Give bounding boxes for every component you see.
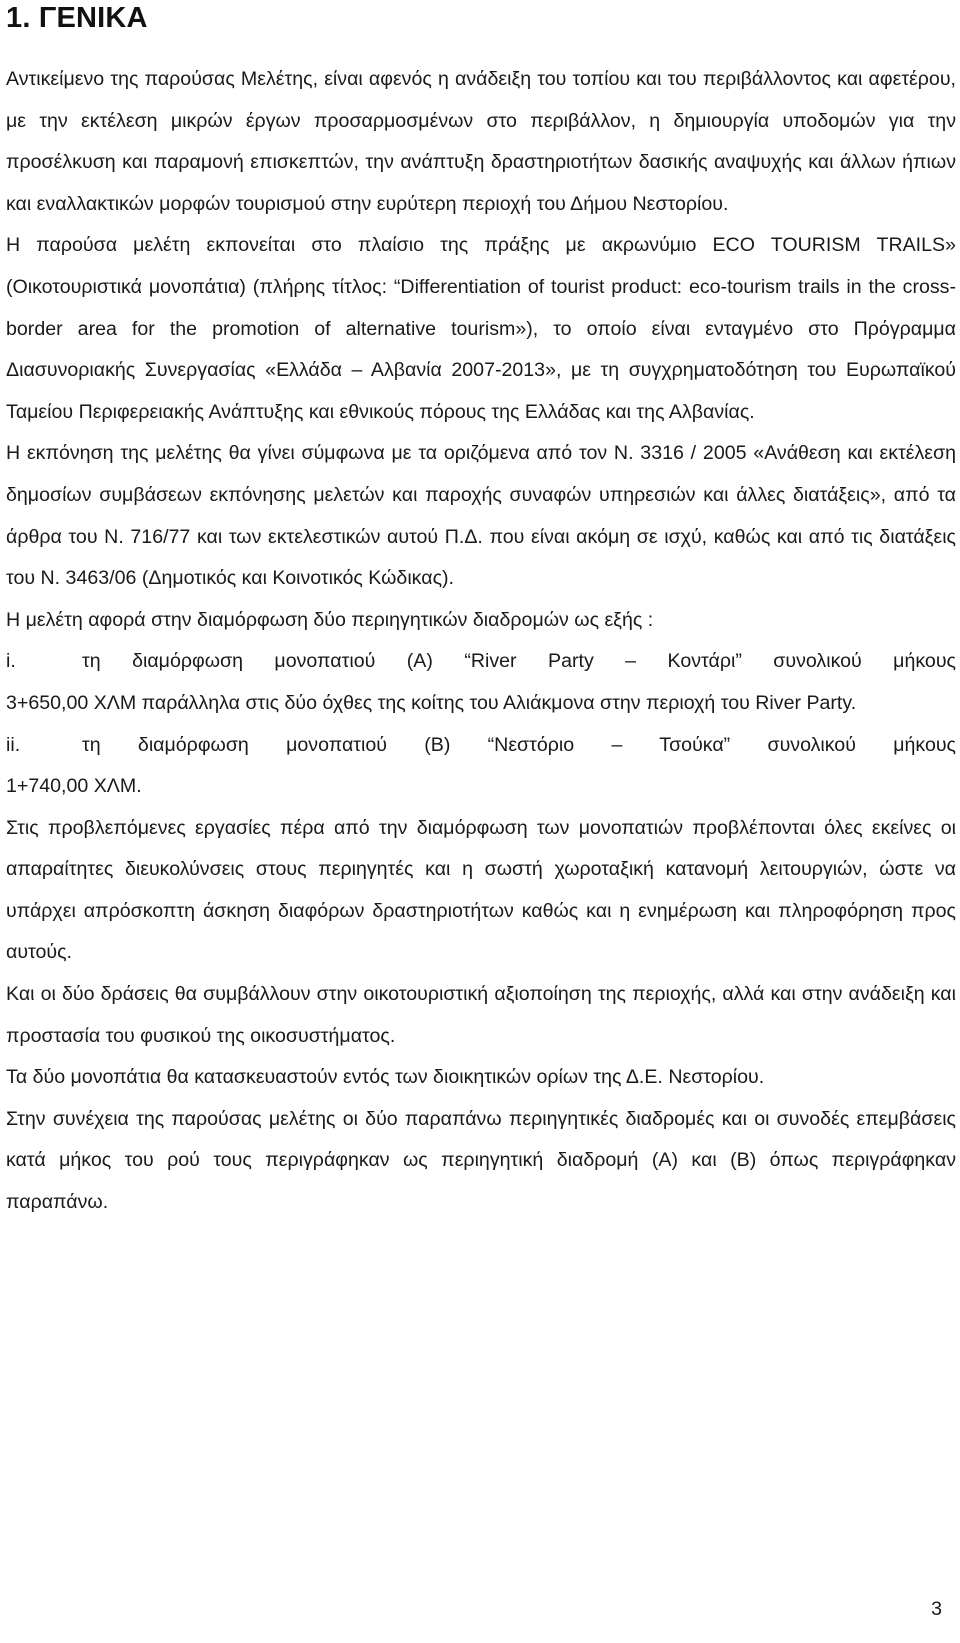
paragraph-routes-intro: Η μελέτη αφορά στην διαμόρφωση δύο περιηγητικών διαδρομών ως εξής : bbox=[6, 608, 654, 631]
paragraph-legal-framework: Η εκπόνηση της μελέτης θα γίνει σύμφωνα με τα οριζόμενα από τον Ν. 3316 / 2005 «Ανάθεση και εκτέλεση δημοσίων συμβάσεων εκπόνησης μελετών και παροχής συναφών υπηρεσιών και άλλες διατάξεις», από τα άρθρα του Ν. 716/77 και των εκτελεστικών αυτού Π.Δ. που είναι ακόμη σε ισχύ, καθώς και από τις διατάξεις του Ν. 3463/06 (Δημοτικός και Κοινοτικός Κώδικας). bbox=[6, 442, 956, 590]
list-marker: i. bbox=[6, 650, 16, 673]
section-heading: 1. ΓΕΝΙΚΑ bbox=[6, 2, 148, 34]
list-marker: ii. bbox=[6, 733, 21, 756]
list-item-continuation: 3+650,00 ΧΛΜ παράλληλα στις δύο όχθες της κοίτης του Αλιάκμονα στην περιοχή του River Party. bbox=[6, 691, 857, 714]
document-page bbox=[6, 0, 956, 1224]
list-item bbox=[6, 725, 956, 808]
paragraph-project-context: Η παρούσα μελέτη εκπονείται στο πλαίσιο της πράξης με ακρωνύμιο ECO TOURISM TRAILS» (Οικοτουριστικά μονοπάτια) (πλήρης τίτλος: “Differentiation of tourist product: eco-tourism trails in the cross-border area for the promotion of alternative tourism»), το οποίο είναι ενταγμένο στο Πρόγραμμα Διασυνοριακής Συνεργασίας «Ελλάδα – Αλβανία 2007-2013», με τη συγχρηματοδότηση του Ευρωπαϊκού Ταμείου Περιφερειακής Ανάπτυξης και εθνικούς πόρους της Ελλάδας και της Αλβανίας. bbox=[6, 234, 956, 423]
paragraph-objective: Αντικείμενο της παρούσας Μελέτης, είναι αφενός η ανάδειξη του τοπίου και του περιβάλλοντος και αφετέρου, με την εκτέλεση μικρών έργων προσαρμοσμένων στο περιβάλλον, η δημιουργία υποδομών για την προσέλκυση και παραμονή επισκεπτών, την ανάπτυξη δραστηριοτήτων δασικής αναψυχής και άλλων ήπιων και εναλλακτικών μορφών τουρισμού στην ευρύτερη περιοχή του Δήμου Νεστορίου. bbox=[6, 68, 956, 215]
page-number: 3 bbox=[931, 1598, 942, 1620]
paragraph-following-sections: Στην συνέχεια της παρούσας μελέτης οι δύο παραπάνω περιηγητικές διαδρομές και οι συνοδές επεμβάσεις κατά μήκος του ρού τους περιγράφηκαν ως περιηγητική διαδρομή (Α) και (Β) όπως περιγράφηκαν παραπάνω. bbox=[6, 1107, 956, 1214]
paragraph-planned-works: Στις προβλεπόμενες εργασίες πέρα από την διαμόρφωση των μονοπατιών προβλέπονται όλες εκείνες οι απαραίτητες διευκολύνσεις στους περιηγητές και η σωστή χωροταξική κατανομή λειτουργιών, ώστε να υπάρχει απρόσκοπτη άσκηση διαφόρων δραστηριοτήτων καθώς και η ενημέρωση και πληροφόρηση προς αυτούς. bbox=[6, 816, 956, 964]
body-text bbox=[6, 59, 956, 1224]
paragraph-ecotourism-benefits: Και οι δύο δράσεις θα συμβάλλουν στην οικοτουριστική αξιοποίηση της περιοχής, αλλά και στην ανάδειξη και προστασία του φυσικού της οικοσυστήματος. bbox=[6, 983, 956, 1047]
list-item bbox=[6, 641, 956, 724]
list-item-first-line: τη διαμόρφωση μονοπατιού (Β) “Νεστόριο – Τσούκα” συνολικού μήκους bbox=[82, 733, 956, 756]
paragraph-administrative-bounds: Τα δύο μονοπάτια θα κατασκευαστούν εντός των διοικητικών ορίων της Δ.Ε. Νεστορίου. bbox=[6, 1066, 765, 1089]
list-item-first-line: τη διαμόρφωση μονοπατιού (Α) “River Party – Κοντάρι” συνολικού μήκους bbox=[82, 650, 956, 673]
list-item-continuation: 1+740,00 ΧΛΜ. bbox=[6, 775, 142, 798]
route-list bbox=[6, 641, 956, 807]
